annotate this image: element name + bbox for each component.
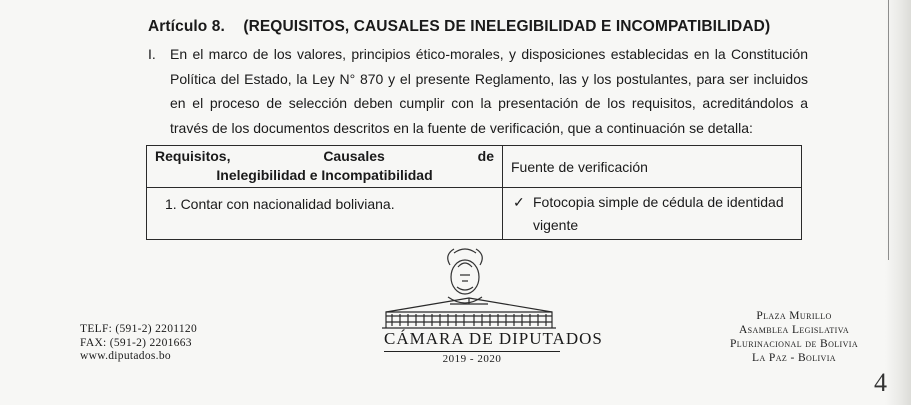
address-line2: Asamblea Legislativa — [738, 324, 850, 336]
header-word-causales: Causales — [323, 148, 385, 164]
header-word-requisitos: Requisitos, — [155, 148, 231, 164]
checkmark-icon: ✓ — [513, 194, 525, 210]
header-requirements — [147, 146, 503, 188]
source-line2: vigente — [533, 217, 579, 233]
source-line1: Fotocopia simple de cédula de identidad — [533, 194, 784, 210]
address-block — [700, 309, 888, 365]
institution-rule — [384, 351, 560, 352]
article-heading — [148, 18, 770, 36]
source-cell — [503, 188, 802, 240]
paragraph-number: I. — [148, 46, 156, 62]
website: www.diputados.bo — [80, 350, 171, 362]
legislature-years: 2019 - 2020 — [442, 353, 502, 365]
requirement-cell: 1. Contar con nacionalidad boliviana. — [147, 188, 503, 240]
header-word-de: de — [477, 148, 494, 164]
header-line2: Inelegibilidad e Incompatibilidad — [216, 167, 433, 183]
fax: FAX: (591-2) 2201663 — [80, 336, 192, 349]
address-line3: Plurinacional de Bolivia — [729, 338, 859, 350]
paragraph-section — [148, 42, 808, 140]
article-label: Artículo 8. — [148, 18, 225, 35]
address-line4: La Paz - Bolivia — [752, 352, 836, 364]
table-header-row — [147, 146, 802, 188]
table-row — [147, 188, 802, 240]
address-line1: Plaza Murillo — [756, 310, 832, 322]
requirements-table — [146, 145, 802, 240]
telephone: TELF: (591-2) 2201120 — [80, 323, 198, 335]
congress-building-icon — [380, 296, 558, 330]
header-verification-source: Fuente de verificación — [503, 146, 802, 188]
page-number: 4 — [874, 368, 887, 397]
page-edge-line — [888, 0, 889, 260]
contact-info — [80, 323, 197, 364]
paragraph-text: En el marco de los valores, principios ético-morales, y disposiciones establecidas en la Constitución Política del Estado, la Ley N° 870 y el presente Reglamento, las y los postulantes, para ser incluidos en el proceso de selección deben cumplir con la presentación de los requisitos, acreditándolos a través de los documentos descritos en la fuente de verificación, que a continuación se detalla: — [170, 46, 808, 136]
article-title: (REQUISITOS, CAUSALES DE INELEGIBILIDAD E INCOMPATIBILIDAD) — [243, 18, 771, 35]
institution-name: CÁMARA DE DIPUTADOS — [384, 329, 603, 348]
